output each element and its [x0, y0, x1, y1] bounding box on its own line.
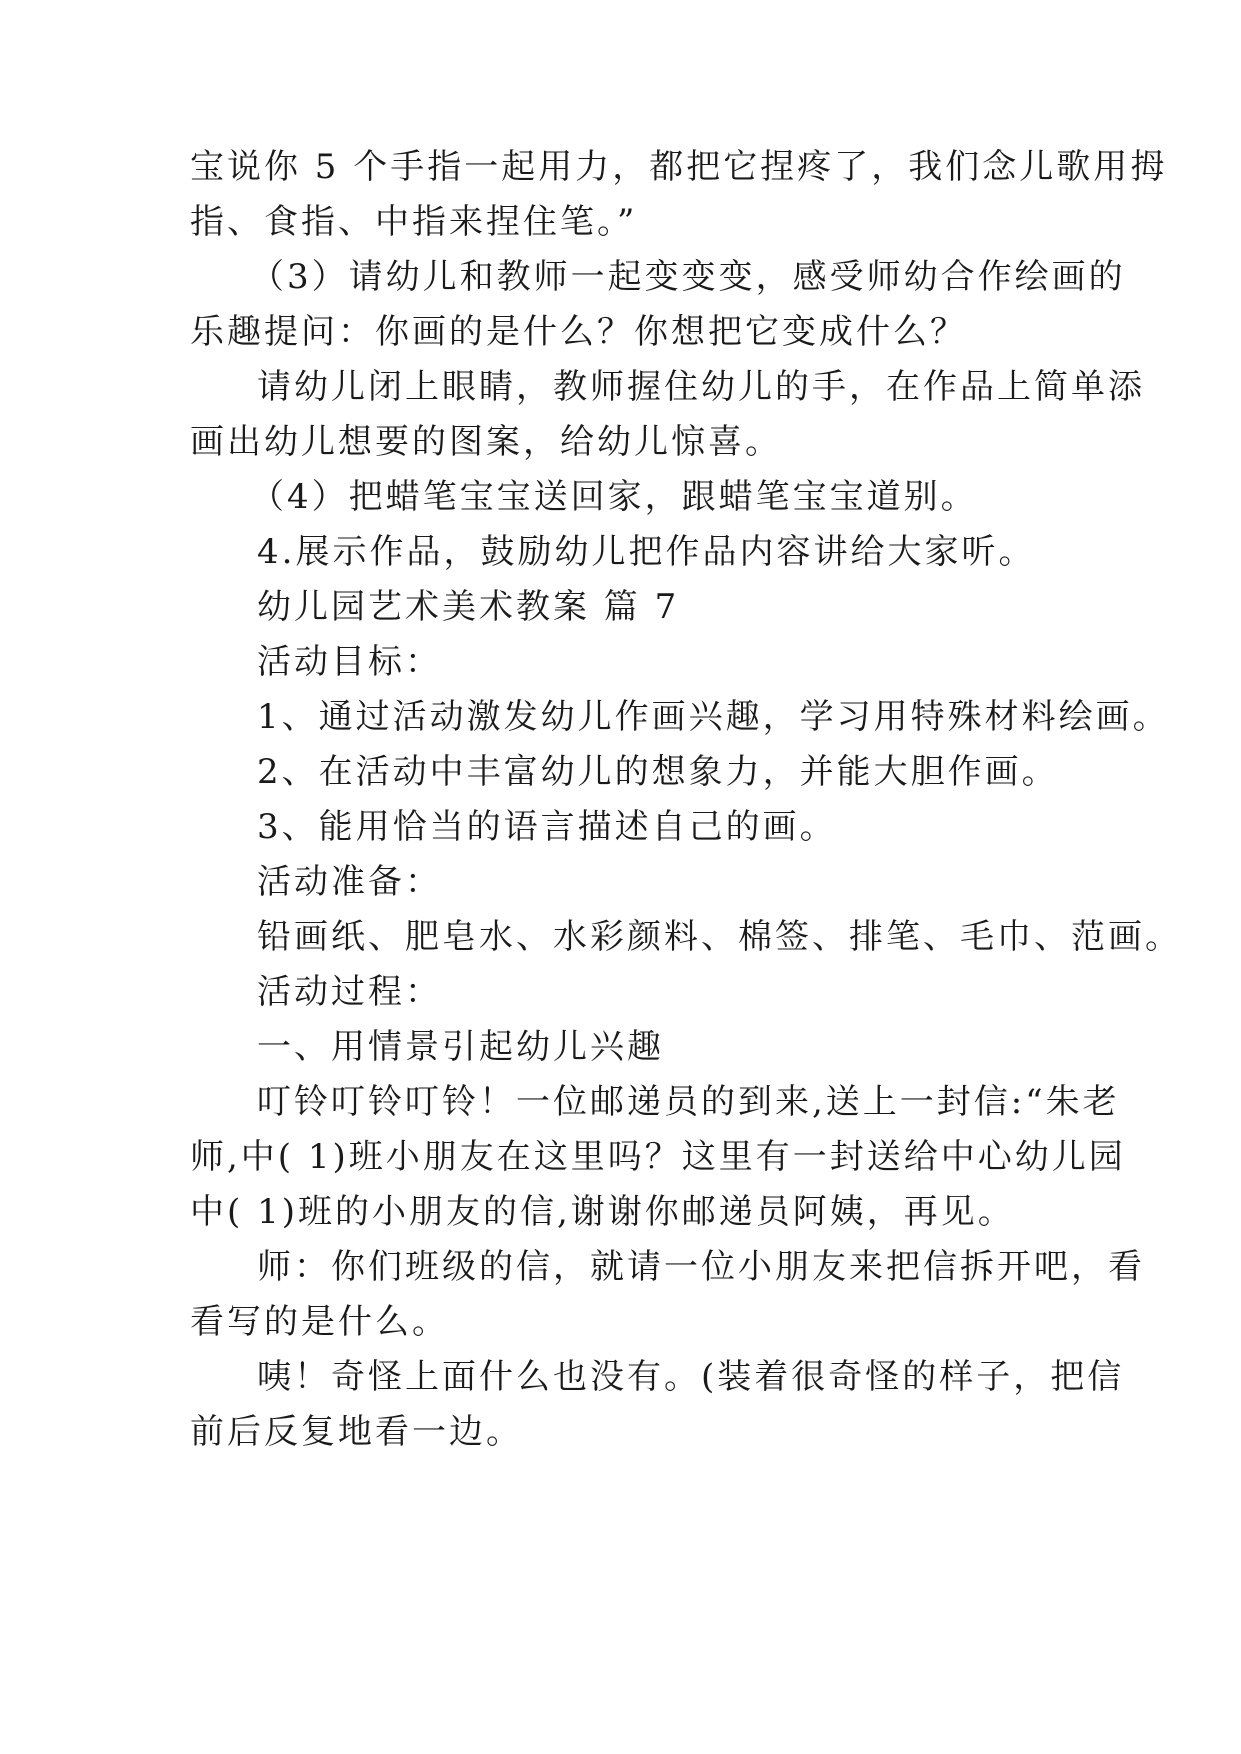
text-line: 咦！奇怪上面什么也没有。(装着很奇怪的样子，把信 [257, 1357, 1125, 1397]
text-line: 指、食指、中指来捏住笔。” [190, 202, 638, 242]
text-line: 活动目标： [257, 642, 442, 682]
text-line: 2、在活动中丰富幼儿的想象力，并能大胆作画。 [257, 752, 1059, 792]
text-line: 师,中( 1)班小朋友在这里吗？这里有一封送给中心幼儿园 [190, 1137, 1126, 1177]
section-heading: 幼儿园艺术美术教案 篇 7 [257, 587, 680, 627]
text-line: 1、通过活动激发幼儿作画兴趣，学习用特殊材料绘画。 [257, 697, 1170, 737]
text-line: 乐趣提问：你画的是什么？你想把它变成什么？ [190, 312, 967, 352]
text-line: 铅画纸、肥皂水、水彩颜料、棉签、排笔、毛巾、范画。 [257, 917, 1182, 957]
text-line: 画出幼儿想要的图案，给幼儿惊喜。 [190, 422, 782, 462]
text-line: 师：你们班级的信，就请一位小朋友来把信拆开吧，看 [257, 1247, 1145, 1287]
text-line: 中( 1)班的小朋友的信,谢谢你邮递员阿姨，再见。 [190, 1192, 1015, 1232]
text-line: 活动过程： [257, 972, 442, 1012]
text-line: 4.展示作品，鼓励幼儿把作品内容讲给大家听。 [257, 532, 1036, 572]
text-line: （3）请幼儿和教师一起变变变，感受师幼合作绘画的 [250, 257, 1126, 297]
text-line: 前后反复地看一边。 [190, 1412, 523, 1452]
text-line: 3、能用恰当的语言描述自己的画。 [257, 807, 837, 847]
text-line: 一、用情景引起幼儿兴趣 [257, 1027, 664, 1067]
text-line: 叮铃叮铃叮铃！一位邮递员的到来,送上一封信:“朱老 [257, 1082, 1120, 1122]
text-line: 看写的是什么。 [190, 1302, 449, 1342]
text-line: 宝说你 5 个手指一起用力，都把它捏疼了，我们念儿歌用拇 [190, 147, 1168, 187]
text-line: 请幼儿闭上眼睛，教师握住幼儿的手，在作品上简单添 [257, 367, 1145, 407]
text-line: （4）把蜡笔宝宝送回家，跟蜡笔宝宝道别。 [250, 477, 978, 517]
text-line: 活动准备： [257, 862, 442, 902]
